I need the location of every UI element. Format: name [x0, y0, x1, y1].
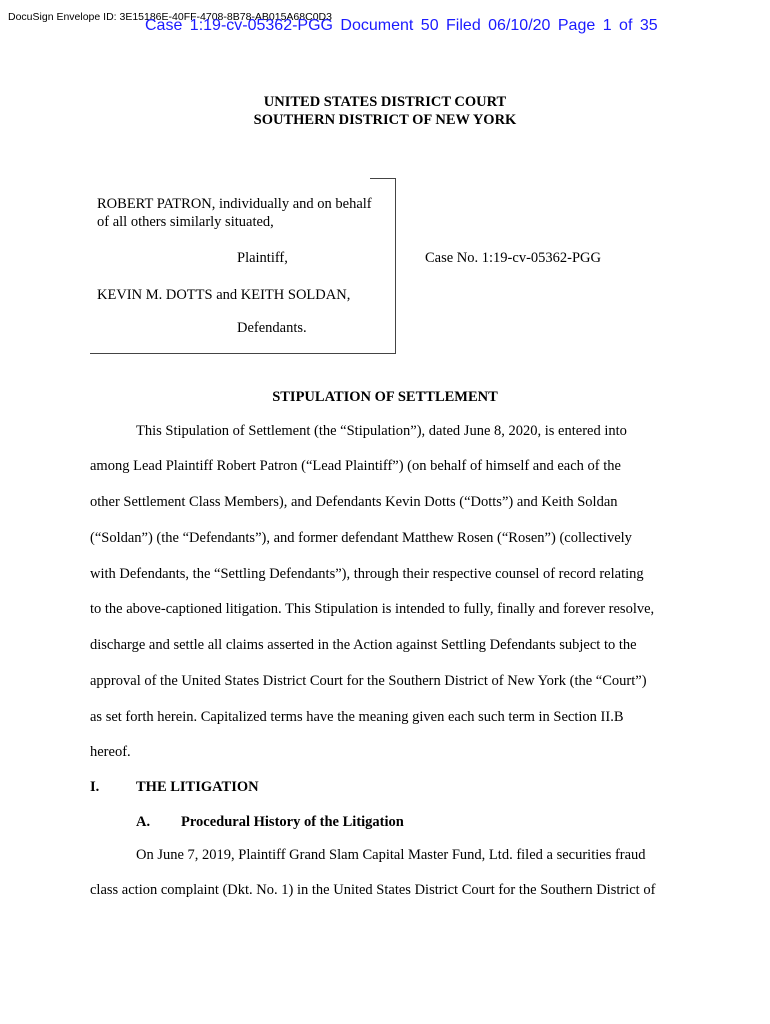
intro-line: discharge and settle all claims asserted in the Action against Settling Defendants subject to the: [90, 637, 637, 653]
caption-top-rule: [370, 178, 396, 179]
intro-line: among Lead Plaintiff Robert Patron (“Lead Plaintiff”) (on behalf of himself and each of the: [90, 458, 621, 474]
intro-line: to the above-captioned litigation. This Stipulation is intended to fully, finally and forever resolve,: [90, 601, 655, 617]
defendants-role: Defendants.: [237, 320, 307, 336]
document-title: STIPULATION OF SETTLEMENT: [272, 389, 498, 405]
intro-line: (“Soldan”) (the “Defendants”), and former defendant Matthew Rosen (“Rosen”) (collectively: [90, 530, 632, 546]
docusign-envelope-id: DocuSign Envelope ID: 3E15186E-40FF-4708-8B78-AB015A68C0D3: [8, 11, 332, 23]
intro-line: other Settlement Class Members), and Defendants Kevin Dotts (“Dotts”) and Keith Soldan: [90, 494, 618, 510]
intro-line: approval of the United States District Court for the Southern District of New York (the “Court”): [90, 673, 647, 689]
history-line: class action complaint (Dkt. No. 1) in the United States District Court for the Southern District of: [90, 882, 656, 898]
plaintiff-name-line1: ROBERT PATRON, individually and on behalf: [97, 196, 372, 212]
plaintiff-role: Plaintiff,: [237, 250, 288, 266]
section-number: I.: [90, 779, 100, 795]
subsection-title: Procedural History of the Litigation: [181, 814, 404, 830]
intro-line: This Stipulation of Settlement (the “Stipulation”), dated June 8, 2020, is entered into: [136, 423, 627, 439]
case-number: Case No. 1:19-cv-05362-PGG: [425, 250, 601, 266]
plaintiff-name-line2: of all others similarly situated,: [97, 214, 274, 230]
court-name-line2: SOUTHERN DISTRICT OF NEW YORK: [253, 112, 517, 128]
intro-line: with Defendants, the “Settling Defendants”), through their respective counsel of record relating: [90, 566, 644, 582]
court-name-line1: UNITED STATES DISTRICT COURT: [263, 94, 507, 110]
subsection-letter: A.: [136, 814, 151, 830]
history-line: On June 7, 2019, Plaintiff Grand Slam Capital Master Fund, Ltd. filed a securities fraud: [136, 847, 646, 863]
ecf-header: Case 1:19-cv-05362-PGG Document 50 Filed 06/10/20 Page 1 of 35: [145, 17, 658, 34]
intro-line: as set forth herein. Capitalized terms have the meaning given each such term in Section II.B: [90, 709, 624, 725]
defendants-names: KEVIN M. DOTTS and KEITH SOLDAN,: [97, 287, 351, 303]
section-title: THE LITIGATION: [136, 779, 259, 795]
intro-line: hereof.: [90, 744, 131, 760]
